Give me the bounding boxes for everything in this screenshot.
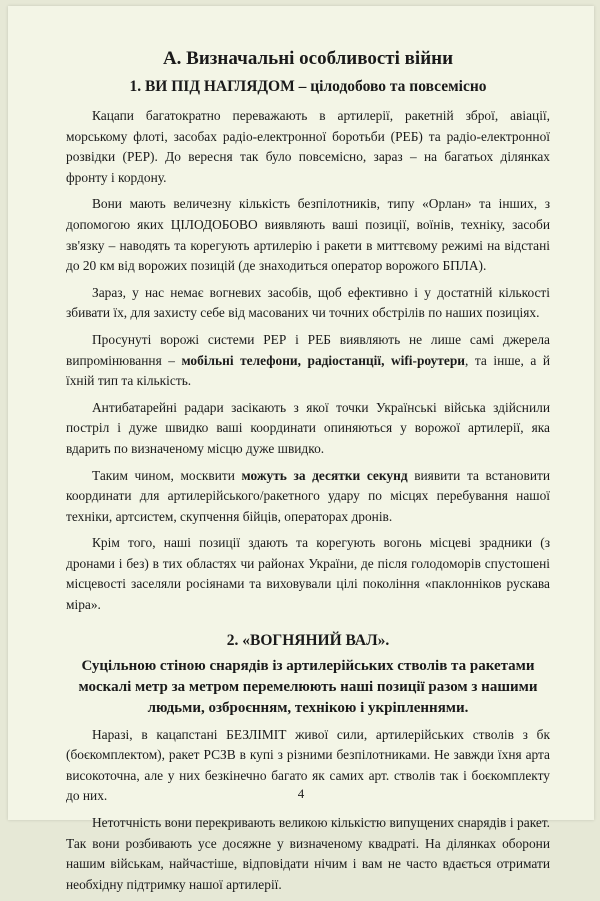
paragraph-3: Зараз, у нас немає вогневих засобів, щоб ефективно і у достатній кількості збивати їх, для захисту себе від масованих чи точних обстрілів по наших позиціях. (66, 284, 550, 321)
paragraph-2: Вони мають величезну кількість безпілотників, типу «Орлан» та інших, з допомогою яких ЦІЛОДОБОВО виявляють ваші позиції, воїнів, техніку, засоби зв'язку – наводять та корегують артилерію і ракети в миттєвому режимі на відстані до 20 км від ворожих позицій (де знаходиться оператор ворожого БПЛА). (66, 196, 550, 274)
paragraph-6-text: Таким чином, москвити (92, 467, 242, 483)
paragraph-4 (66, 330, 550, 392)
heading-2-subtitle: Суцільною стіною снарядів із артилерійських стволів та ракетами москалі метр за метром перемелюють наші позиції разом з нашими людьми, озброєнням, технікою і укріпленнями. (78, 657, 538, 716)
paragraph-4-text: Просунуті ворожі системи РЕР і РЕБ виявляють не лише самі джерела випромінювання – (66, 331, 550, 368)
paragraph-5: Антибатарейні радари засікають з якої точки Українські війська здійснили постріл і дуже швидко ваші координати опиняються у ворожої артилерії, яка вдарить по визначеному місцю дуже швидко. (66, 399, 550, 456)
page-content (66, 46, 550, 901)
paragraph-1: Кацапи багатократно переважають в артилерії, ракетній зброї, авіації, морському флоті, засобах радіо-електронної боротьби (РЕБ) та радіо-електронної розвідки (РЕР). До вересня так було повсемісно, зараз – на багатьох ділянках фронту і кордону. (66, 108, 550, 185)
paragraph-4-bold: мобільні телефони, радіостанції, wifi-роутери (181, 352, 465, 368)
paragraph-7: Крім того, наші позиції здають та корегують вогонь місцеві зрадники (з дронами і без) в тих областях чи районах України, де після голодоморів спустошені місцевості заселяли росіянами та виховували цілі покоління «паклонніков рускава міра». (66, 535, 550, 613)
document-page (8, 6, 594, 892)
page-number: 4 (297, 786, 305, 801)
heading-1 (66, 76, 550, 98)
paragraph-6-tail: виявити та встановити координати для артилерійського/ракетного удару по місцях перебування нашої техніки, артсистем, скупчення бійців, операторах дронів. (66, 467, 551, 524)
section-a-title: А. Визначальні особливості війни (162, 48, 454, 69)
paragraph-6-bold: можуть за десятки секунд (241, 467, 408, 483)
paragraph-4-tail: , та інше, а й їхній тип та кількість. (66, 352, 550, 389)
paragraph-9: Нетотчність вони перекривають великою кількістю випущених снарядів і ракет. Так вони розбивають усе досяжне у визначеному квадраті. На ділянках оборони нашим військам, найчастіше, відповідати нічим і вам не часто вдається отримати необхідну підтримку нашої артилерії. (66, 815, 550, 892)
paragraph-6 (66, 466, 550, 528)
heading-1-bold: 1. ВИ ПІД НАГЛЯДОМ (129, 78, 295, 95)
paragraph-8: Наразі, в кацапстані БЕЗЛІМІТ живої сили, артилерійських стволів з бк (боєкомплектом), ракет РСЗВ в купі з різними безпілотниками. Не завжди їхня арта високоточна, але у них безкінечно багато як самих арт. стволів так і боєкомплекту до них. (66, 726, 550, 804)
heading-2: 2. «ВОГНЯНИЙ ВАЛ». (226, 631, 390, 649)
heading-1-rest: – цілодобово та повсемісно (294, 78, 487, 95)
